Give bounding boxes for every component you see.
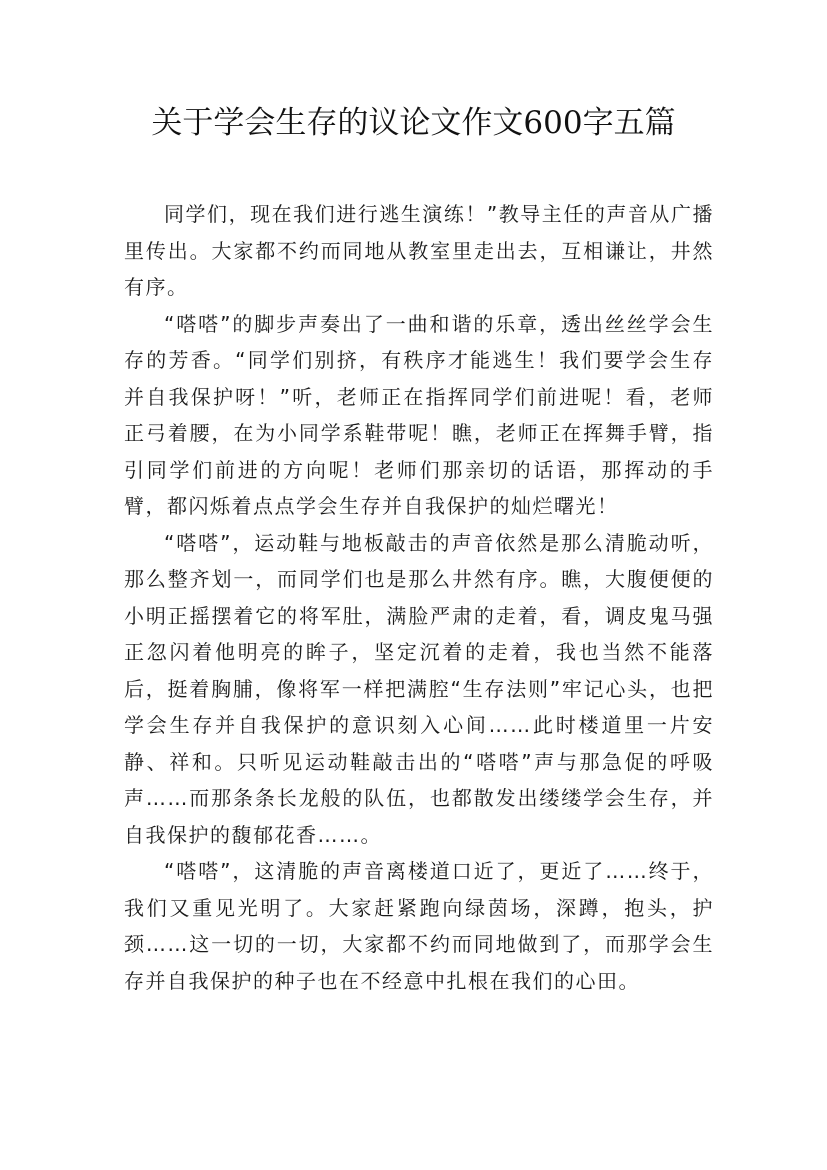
document-body (124, 196, 714, 999)
paragraph-4: “嗒嗒”，这清脆的声音离楼道口近了，更近了……终于，我们又重见光明了。大家赶紧跑向绿茵场，深蹲，抱头，护颈……这一切的一切，大家都不约而同地做到了，而那学会生存并自我保护的种子也在不经意中扎根在我们的心田。 (124, 859, 714, 993)
paragraph-1: 同学们，现在我们进行逃生演练！”教导主任的声音从广播里传出。大家都不约而同地从教室里走出去，互相谦让，井然有序。 (124, 202, 714, 299)
document-title: 关于学会生存的议论文作文600字五篇 (151, 105, 676, 141)
paragraph-2: “嗒嗒”的脚步声奏出了一曲和谐的乐章，透出丝丝学会生存的芳香。“同学们别挤，有秩序才能逃生！我们要学会生存并自我保护呀！”听，老师正在指挥同学们前进呢！看，老师正弓着腰，在为小同学系鞋带呢！瞧，老师正在挥舞手臂，指引同学们前进的方向呢！老师们那亲切的话语，那挥动的手臂，都闪烁着点点学会生存并自我保护的灿烂曙光！ (124, 311, 714, 518)
paragraph-3: “嗒嗒”，运动鞋与地板敲击的声音依然是那么清脆动听，那么整齐划一，而同学们也是那么井然有序。瞧，大腹便便的小明正摇摆着它的将军肚，满脸严肃的走着，看，调皮鬼马强正忽闪着他明亮的眸子，坚定沉着的走着，我也当然不能落后，挺着胸脯，像将军一样把满腔“生存法则”牢记心头，也把学会生存并自我保护的意识刻入心间……此时楼道里一片安静、祥和。只听见运动鞋敲击出的“嗒嗒”声与那急促的呼吸声……而那条条长龙般的队伍，也都散发出缕缕学会生存，并自我保护的馥郁花香……。 (124, 530, 714, 847)
